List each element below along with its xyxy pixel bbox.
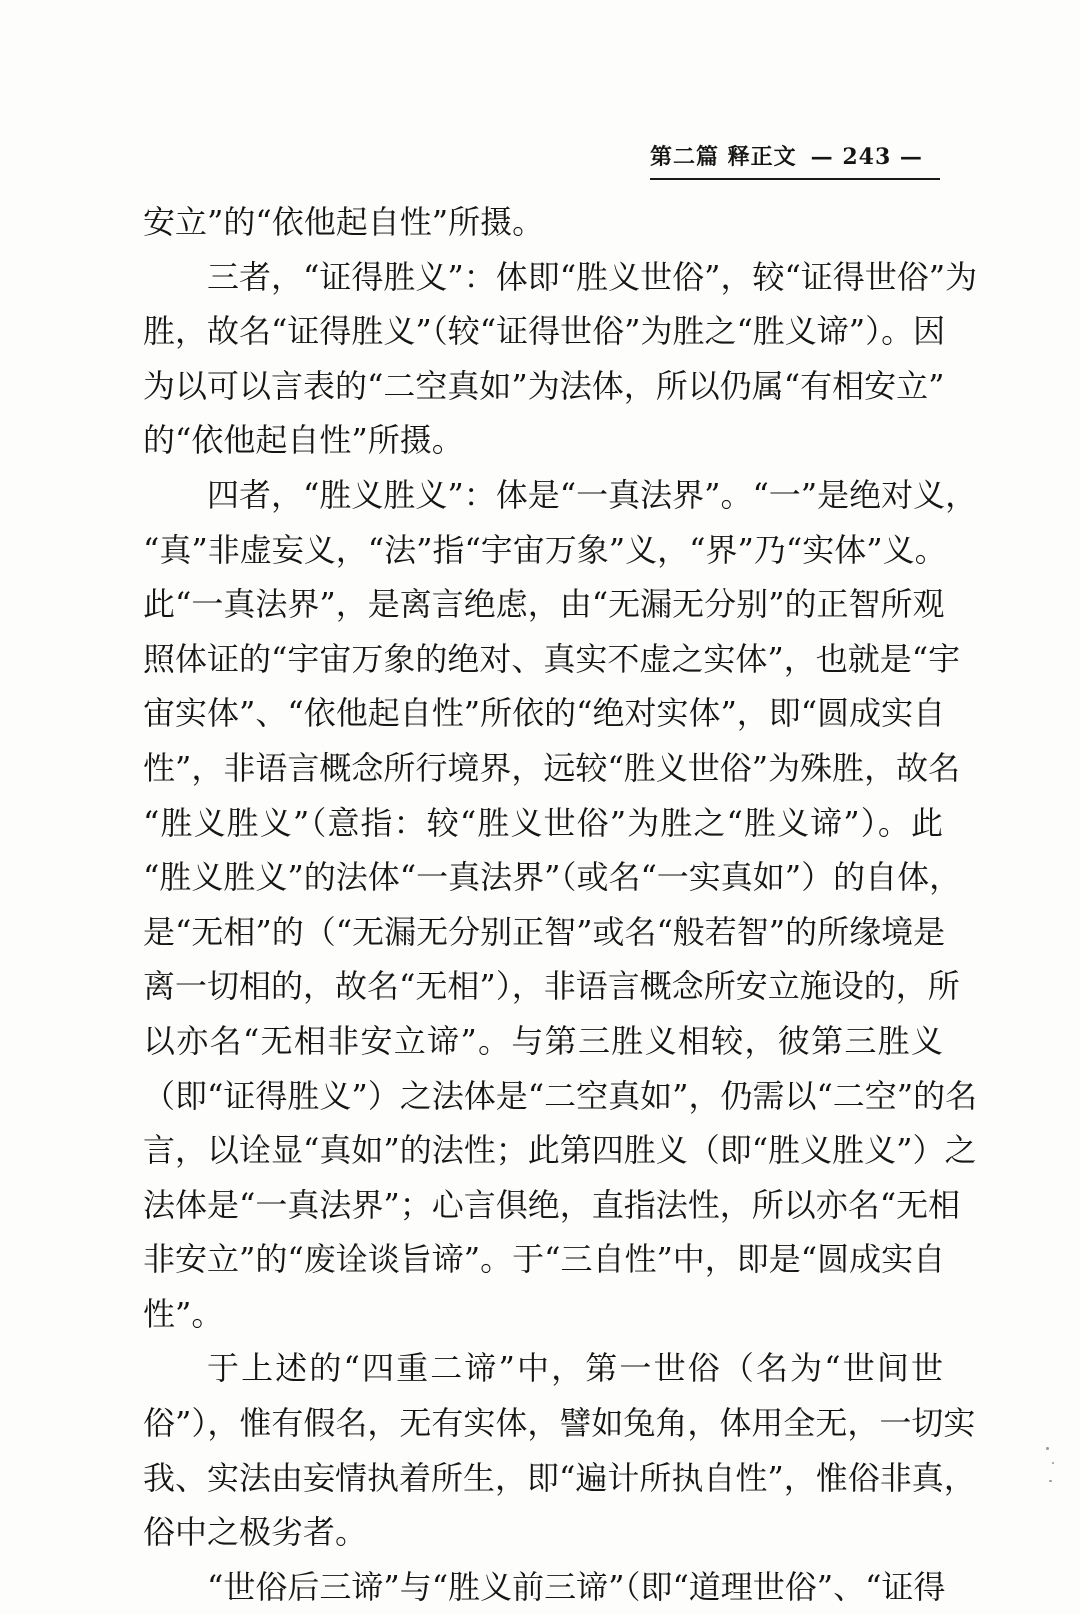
header-rule bbox=[650, 178, 940, 180]
text-line: 俗中之极劣者。 bbox=[143, 1513, 368, 1552]
text-line: 离一切相的，故名“无相”），非语言概念所安立施设的，所 bbox=[143, 967, 960, 1006]
text-line: “胜义胜义”的法体“一真法界”（或名“一实真如”）的自体， bbox=[143, 858, 962, 897]
text-line: 四者，“胜义胜义”：体是“一真法界”。“一”是绝对义， bbox=[207, 475, 978, 514]
text-line: 以亦名“无相非安立谛”。与第三胜义相较，彼第三胜义 bbox=[143, 1021, 943, 1060]
text-line: 三者，“证得胜义”：体即“胜义世俗”，较“证得世俗”为 bbox=[207, 257, 978, 296]
text-line: 为以可以言表的“二空真如”为法体，所以仍属“有相安立” bbox=[143, 366, 945, 405]
text-line: 于上述的“四重二谛”中，第一世俗（名为“世间世 bbox=[207, 1349, 943, 1388]
text-line: 胜，故名“证得胜义”（较“证得世俗”为胜之“胜义谛”）。因 bbox=[143, 312, 946, 351]
text-line: 言，以诠显“真如”的法性；此第四胜义（即“胜义胜义”）之 bbox=[143, 1131, 977, 1170]
text-line: “世俗后三谛”与“胜义前三谛”（即“道理世俗”、“证得 bbox=[207, 1567, 946, 1606]
text-line: 此“一真法界”，是离言绝虑，由“无漏无分别”的正智所观 bbox=[143, 585, 945, 624]
text-line: 俗”），惟有假名，无有实体，譬如兔角，体用全无，一切实 bbox=[143, 1404, 976, 1443]
text-line: 安立”的“依他起自性”所摄。 bbox=[143, 203, 545, 241]
body-text bbox=[143, 195, 978, 1614]
text-line: 宙实体”、“依他起自性”所依的“绝对实体”，即“圆成实自 bbox=[143, 694, 946, 733]
page-number: — 243 — bbox=[810, 144, 923, 170]
scan-speck bbox=[1046, 1447, 1049, 1450]
text-line: 法体是“一真法界”；心言俱绝，直指法性，所以亦名“无相 bbox=[143, 1185, 961, 1224]
text-line: “胜义胜义”（意指：较“胜义世俗”为胜之“胜义谛”）。此 bbox=[143, 803, 943, 842]
scan-speck bbox=[1052, 1462, 1054, 1464]
text-line: （即“证得胜义”）之法体是“二空真如”，仍需以“二空”的名 bbox=[143, 1076, 978, 1115]
scan-speck bbox=[1049, 1480, 1052, 1482]
section-title: 第二篇 释正文 bbox=[650, 144, 797, 170]
text-line: 是“无相”的（“无漏无分别正智”或名“般若智”的所缘境是 bbox=[143, 912, 946, 951]
text-line: 性”。 bbox=[143, 1294, 224, 1333]
text-line: 照体证的“宇宙万象的绝对、真实不虚之实体”，也就是“宇 bbox=[143, 639, 961, 678]
running-header bbox=[650, 140, 940, 171]
text-line: 非安立”的“废诠谈旨谛”。于“三自性”中，即是“圆成实自 bbox=[143, 1240, 946, 1279]
text-line: “真”非虚妄义，“法”指“宇宙万象”义，“界”乃“实体”义。 bbox=[143, 530, 947, 569]
text-line: 我、实法由妄情执着所生，即“遍计所执自性”，惟俗非真， bbox=[143, 1458, 976, 1497]
text-line: 性”，非语言概念所行境界，远较“胜义世俗”为殊胜，故名 bbox=[143, 748, 961, 787]
text-line: 的“依他起自性”所摄。 bbox=[143, 421, 464, 460]
